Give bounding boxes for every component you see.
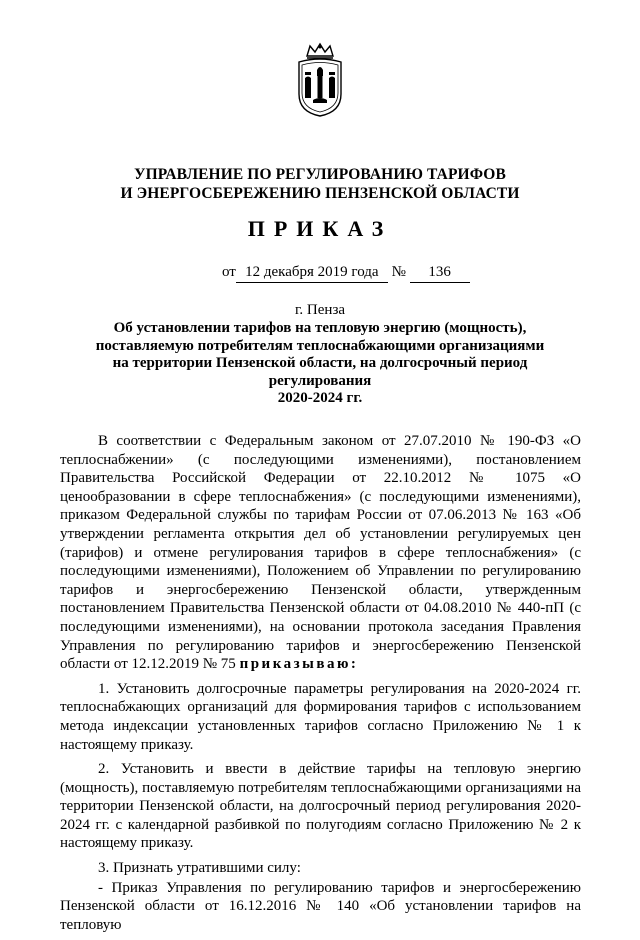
agency-name xyxy=(0,165,640,203)
document-date: 12 декабря 2019 года xyxy=(236,263,388,283)
item-3: 3. Признать утратившими силу: xyxy=(98,860,301,877)
item-1: 1. Установить долгосрочные параметры регулирования на 2020-2024 гг. теплоснабжающих организаций для формирования тарифов с использованием метода индексации установленных тарифов согласно Приложению № 1 к настоящему приказу. xyxy=(60,680,581,753)
document-type: ПРИКАЗ xyxy=(247,216,393,241)
agency-name-line2: И ЭНЕРГОСБЕРЕЖЕНИЮ ПЕНЗЕНСКОЙ ОБЛАСТИ xyxy=(120,185,520,202)
title-line1: Об установлении тарифов на тепловую энергию (мощность), xyxy=(113,320,527,336)
coat-of-arms-icon xyxy=(293,42,347,118)
preamble-paragraph xyxy=(60,432,581,674)
order-word: приказываю: xyxy=(239,656,359,673)
date-number-line xyxy=(222,263,470,283)
document-number: 136 xyxy=(410,263,470,283)
date-prefix: от xyxy=(222,264,236,280)
preamble-text: В соответствии с Федеральным законом от 27.07.2010 № 190-ФЗ «О теплоснабжении» (с последующими изменениями), постановлением Правительства Российской Федерации от 22.10.2012 № 1075 «О ценообразовании в сфере теплоснабжения» (с последующими изменениями), приказом Федеральной службы по тарифам России от 07.06.2013 № 163 «Об утверждении регламента открытия дел об установлении регулируемых цен (тарифов) и отмене регулирования тарифов в сфере теплоснабжения» (с последующими изменениями), Положением об Управлении по регулированию тарифов и энергосбережению Пензенской области, утвержденным постановлением Правительства Пензенской области от 04.08.2010 № 440-пП (с последующими изменениями), на основании протокола заседания Правления Управления по регулированию тарифов и энергосбережению Пензенской области от 12.12.2019 № 75 xyxy=(60,433,581,673)
document-title xyxy=(60,320,580,408)
item-3-sub1: - Приказ Управления по регулированию тарифов и энергосбережению Пензенской области от 16.12.2016 № 140 «Об установлении тарифов на тепловую xyxy=(60,879,581,933)
title-line2: поставляемую потребителям теплоснабжающими организациями xyxy=(95,337,545,354)
document-body xyxy=(60,432,581,940)
agency-name-line1: УПРАВЛЕНИЕ ПО РЕГУЛИРОВАНИЮ ТАРИФОВ xyxy=(134,166,506,183)
number-sign: № xyxy=(391,264,406,280)
item-2: 2. Установить и ввести в действие тарифы на тепловую энергию (мощность), поставляемую потребителям теплоснабжающими организациями на территории Пензенской области, на долгосрочный период регулирования 2020-2024 гг. с календарной разбивкой по полугодиям согласно Приложению № 2 к настоящему приказу. xyxy=(60,761,581,852)
city: г. Пенза xyxy=(294,302,346,318)
title-line3: на территории Пензенской области, на долгосрочный период регулирования xyxy=(112,355,528,389)
title-line4: 2020-2024 гг. xyxy=(277,390,363,406)
